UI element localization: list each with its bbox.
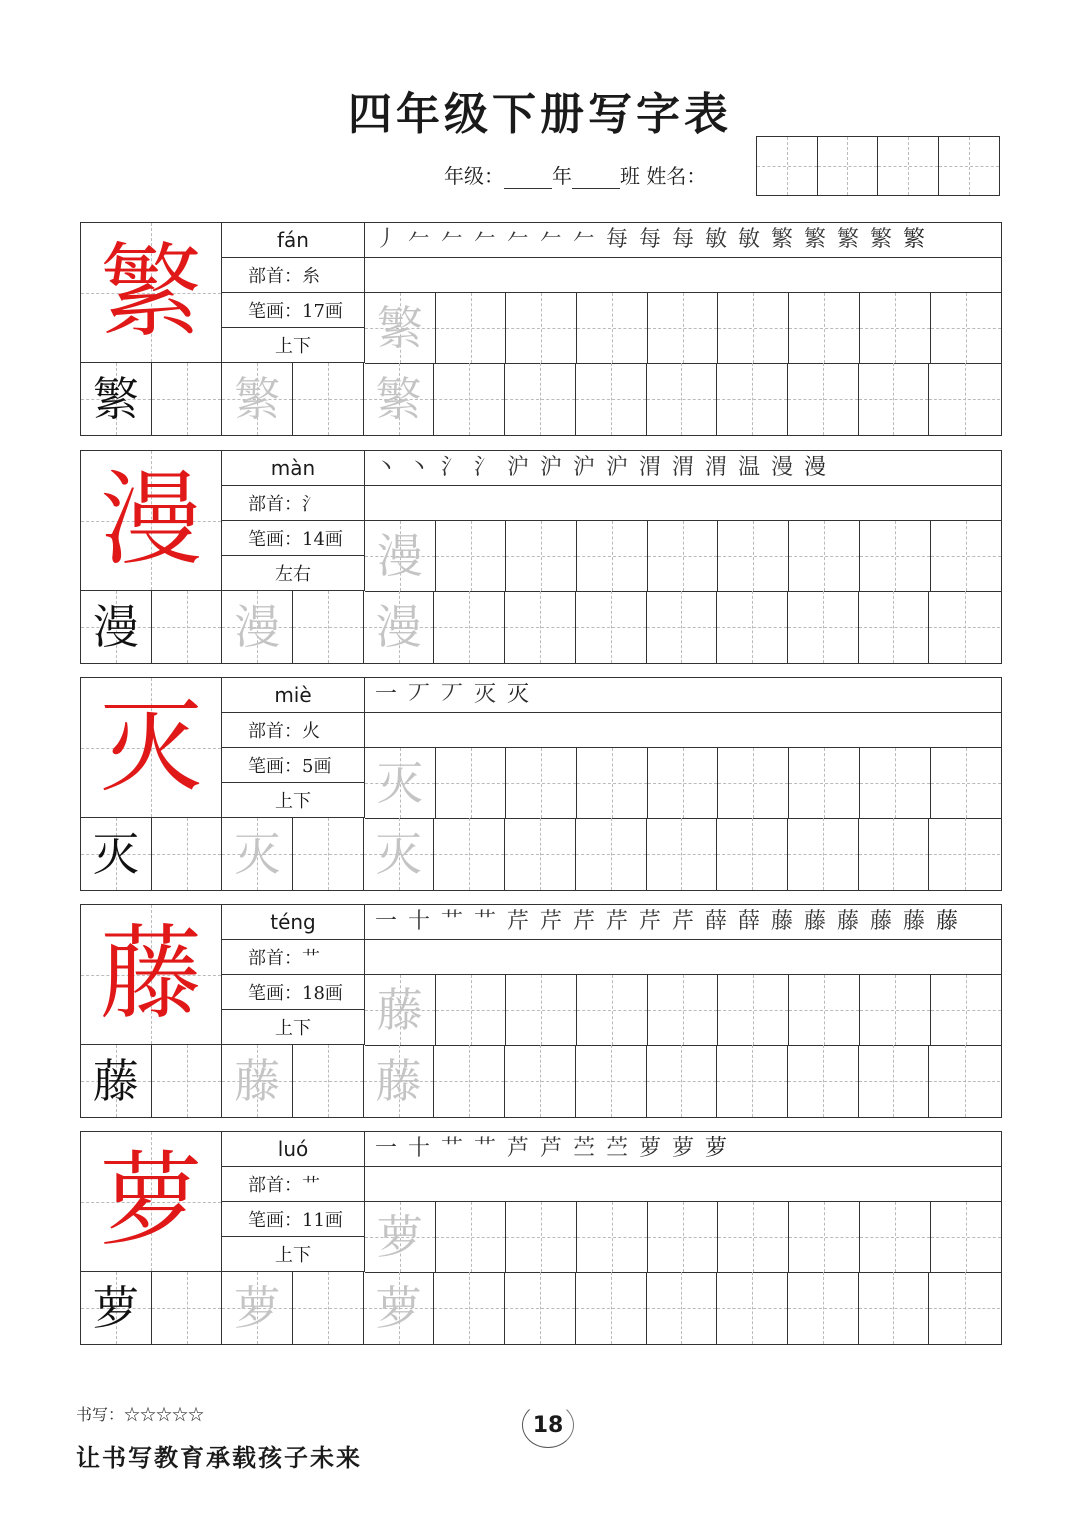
practice-cell[interactable]: [222, 1045, 293, 1117]
stroke-step: 藤: [836, 909, 859, 934]
practice-cell[interactable]: [648, 1202, 719, 1272]
structure: 左右: [222, 556, 365, 591]
practice-row: [81, 363, 1001, 435]
practice-cell[interactable]: [647, 1045, 718, 1117]
model-char: 灭: [100, 687, 202, 807]
model-char: 繁: [100, 232, 202, 352]
practice-cell[interactable]: [152, 1272, 223, 1344]
char-info: [222, 1132, 365, 1272]
practice-cell[interactable]: [222, 591, 293, 663]
practice-cell[interactable]: [788, 1272, 859, 1344]
name-label: 姓名：: [646, 164, 707, 188]
slogan: 让书写教育承载孩子未来: [76, 1443, 362, 1472]
stroke-step: 𠂉: [506, 227, 529, 252]
stroke-step: 芹: [605, 909, 628, 934]
practice-cell[interactable]: [647, 363, 718, 435]
trace-char: 灭: [375, 827, 422, 881]
stroke-step: 丶: [407, 455, 430, 480]
practice-cell[interactable]: [505, 1045, 576, 1117]
practice-cell[interactable]: [436, 975, 507, 1045]
name-box[interactable]: [818, 137, 879, 195]
stroke-count: 笔画：5画: [222, 748, 365, 783]
stroke-step: 每: [638, 227, 661, 252]
practice-cell[interactable]: [929, 818, 1000, 890]
practice-cell[interactable]: [293, 818, 364, 890]
structure: 上下: [222, 1237, 365, 1272]
stroke-count: 笔画：18画: [222, 975, 365, 1010]
sample-char: 藤: [92, 1054, 139, 1108]
practice-cell[interactable]: [859, 591, 930, 663]
stroke-step: 艹: [473, 909, 496, 934]
practice-cell[interactable]: [931, 1202, 1002, 1272]
practice-cell[interactable]: [506, 1202, 577, 1272]
practice-cell[interactable]: [81, 1045, 152, 1117]
stroke-step: 敏: [704, 227, 727, 252]
practice-row: [365, 975, 1001, 1046]
char-info: [222, 905, 365, 1045]
practice-cell[interactable]: [434, 363, 505, 435]
stroke-step: 氵: [473, 455, 496, 480]
practice-cell[interactable]: [364, 363, 435, 435]
practice-cell[interactable]: [859, 1272, 930, 1344]
practice-cell[interactable]: [152, 818, 223, 890]
stroke-step: 繁: [869, 227, 892, 252]
practice-cell[interactable]: [434, 1045, 505, 1117]
trace-char: 藤: [376, 983, 423, 1037]
stroke-step: 𠂉: [572, 227, 595, 252]
practice-cell[interactable]: [789, 975, 860, 1045]
trace-char: 萝: [376, 1210, 423, 1264]
year-blank[interactable]: [504, 168, 552, 189]
stroke-step: 沪: [506, 455, 529, 480]
pinyin: luó: [222, 1132, 365, 1167]
stroke-step: 萝: [671, 1136, 694, 1161]
char-info: [222, 223, 365, 363]
model-char: 萝: [100, 1141, 202, 1261]
stroke-step: 萝: [638, 1136, 661, 1161]
stroke-count: 笔画：11画: [222, 1202, 365, 1237]
practice-cell[interactable]: [718, 1202, 789, 1272]
character-card: [80, 222, 1002, 436]
class-suffix: 班: [620, 164, 640, 188]
stroke-step: 芦: [539, 1136, 562, 1161]
blank-row[interactable]: [365, 940, 1001, 975]
practice-cell[interactable]: [293, 1272, 364, 1344]
rating-label: 书写：☆☆☆☆☆: [76, 1405, 205, 1424]
stroke-step: 繁: [770, 227, 793, 252]
practice-cell[interactable]: [152, 591, 223, 663]
practice-cell[interactable]: [576, 363, 647, 435]
practice-cell[interactable]: [929, 363, 1000, 435]
practice-cell[interactable]: [434, 818, 505, 890]
model-char-cell: [81, 451, 222, 591]
stroke-step: 𠂉: [473, 227, 496, 252]
stroke-step: 丶: [374, 455, 397, 480]
practice-cell[interactable]: [648, 293, 719, 363]
trace-char: 繁: [234, 372, 281, 426]
stroke-step: 敏: [737, 227, 760, 252]
practice-cell[interactable]: [436, 748, 507, 818]
blank-row[interactable]: [365, 1167, 1001, 1202]
practice-row: [365, 293, 1001, 364]
pinyin: màn: [222, 451, 365, 486]
practice-cell[interactable]: [647, 818, 718, 890]
radical: 部首：火: [222, 713, 365, 748]
practice-row: [365, 748, 1001, 819]
practice-cell[interactable]: [506, 748, 577, 818]
char-info: [222, 678, 365, 818]
stroke-step: 𠂉: [440, 227, 463, 252]
practice-cell[interactable]: [293, 1045, 364, 1117]
practice-cell[interactable]: [789, 748, 860, 818]
practice-row: [365, 521, 1001, 592]
practice-cell[interactable]: [647, 591, 718, 663]
sample-char: 灭: [92, 827, 139, 881]
practice-cell[interactable]: [929, 591, 1000, 663]
page-number: 18: [522, 1402, 574, 1448]
stroke-order-row: [365, 223, 1001, 258]
practice-cell[interactable]: [81, 1272, 152, 1344]
structure: 上下: [222, 1010, 365, 1045]
pinyin: téng: [222, 905, 365, 940]
stroke-step: 芹: [539, 909, 562, 934]
practice-cell[interactable]: [365, 975, 436, 1045]
practice-cell[interactable]: [717, 591, 788, 663]
practice-cell[interactable]: [717, 1045, 788, 1117]
practice-row: [81, 1272, 1001, 1344]
stroke-step: 漫: [803, 455, 826, 480]
practice-cell[interactable]: [931, 975, 1002, 1045]
practice-cell[interactable]: [81, 591, 152, 663]
stroke-step: 一: [374, 682, 397, 707]
sample-char: 漫: [92, 600, 139, 654]
practice-cell[interactable]: [577, 1202, 648, 1272]
stroke-step: 一: [374, 909, 397, 934]
stroke-step: 渭: [671, 455, 694, 480]
practice-cell[interactable]: [718, 521, 789, 591]
stroke-step: 艹: [473, 1136, 496, 1161]
practice-cell[interactable]: [364, 818, 435, 890]
stroke-order-row: [365, 678, 1001, 713]
practice-cell[interactable]: [293, 363, 364, 435]
stroke-step: 苎: [572, 1136, 595, 1161]
character-card: [80, 450, 1002, 664]
pinyin: miè: [222, 678, 365, 713]
practice-cell[interactable]: [505, 1272, 576, 1344]
practice-cell[interactable]: [931, 748, 1002, 818]
pinyin: fán: [222, 223, 365, 258]
stroke-step: 十: [407, 909, 430, 934]
practice-cell[interactable]: [717, 818, 788, 890]
sample-char: 繁: [92, 372, 139, 426]
practice-cell[interactable]: [505, 591, 576, 663]
stroke-step: 繁: [803, 227, 826, 252]
stroke-step: 艹: [440, 1136, 463, 1161]
practice-cell[interactable]: [365, 521, 436, 591]
practice-cell[interactable]: [860, 293, 931, 363]
stroke-step: 灭: [473, 682, 496, 707]
stroke-step: 丿: [374, 227, 397, 252]
stroke-step: 萝: [704, 1136, 727, 1161]
trace-char: 萝: [375, 1281, 422, 1335]
grade-label: 年级：: [444, 164, 504, 188]
practice-cell[interactable]: [859, 363, 930, 435]
practice-cell[interactable]: [434, 591, 505, 663]
trace-char: 漫: [376, 529, 423, 583]
stroke-step: 苎: [605, 1136, 628, 1161]
practice-cell[interactable]: [436, 293, 507, 363]
practice-row: [81, 1045, 1001, 1117]
page-title: 四年级下册写字表: [348, 89, 732, 140]
trace-char: 萝: [234, 1281, 281, 1335]
sample-char: 萝: [92, 1281, 139, 1335]
stroke-step: 温: [737, 455, 760, 480]
practice-cell[interactable]: [929, 1045, 1000, 1117]
stroke-step: 每: [671, 227, 694, 252]
practice-cell[interactable]: [648, 521, 719, 591]
trace-char: 灭: [376, 756, 423, 810]
trace-char: 藤: [234, 1054, 281, 1108]
stroke-step: 渭: [704, 455, 727, 480]
blank-row[interactable]: [365, 713, 1001, 748]
stroke-step: 漫: [770, 455, 793, 480]
student-info-line: [444, 160, 706, 189]
practice-cell[interactable]: [365, 293, 436, 363]
stroke-step: 艹: [440, 909, 463, 934]
practice-cell[interactable]: [789, 293, 860, 363]
practice-row: [365, 1202, 1001, 1273]
practice-cell[interactable]: [788, 363, 859, 435]
practice-cell[interactable]: [789, 521, 860, 591]
stroke-count: 笔画：14画: [222, 521, 365, 556]
stroke-step: 芹: [671, 909, 694, 934]
stroke-step: 繁: [902, 227, 925, 252]
practice-row: [81, 591, 1001, 663]
trace-char: 繁: [376, 301, 423, 355]
model-char-cell: [81, 905, 222, 1045]
stroke-step: 氵: [440, 455, 463, 480]
practice-cell[interactable]: [718, 748, 789, 818]
practice-cell[interactable]: [931, 521, 1002, 591]
class-blank[interactable]: [572, 168, 620, 189]
structure: 上下: [222, 783, 365, 818]
practice-cell[interactable]: [789, 1202, 860, 1272]
stroke-step: 薛: [737, 909, 760, 934]
radical: 部首：艹: [222, 940, 365, 975]
practice-cell[interactable]: [152, 1045, 223, 1117]
practice-cell[interactable]: [81, 818, 152, 890]
practice-cell[interactable]: [505, 363, 576, 435]
practice-cell[interactable]: [859, 1045, 930, 1117]
practice-cell[interactable]: [788, 1045, 859, 1117]
practice-cell[interactable]: [436, 1202, 507, 1272]
practice-cell[interactable]: [648, 975, 719, 1045]
stroke-step: 藤: [770, 909, 793, 934]
stroke-step: 𠂉: [407, 227, 430, 252]
practice-cell[interactable]: [506, 975, 577, 1045]
blank-row[interactable]: [365, 258, 1001, 293]
character-card: [80, 904, 1002, 1118]
radical: 部首：氵: [222, 486, 365, 521]
stroke-step: 沪: [539, 455, 562, 480]
stroke-step: 藤: [803, 909, 826, 934]
practice-cell[interactable]: [434, 1272, 505, 1344]
trace-char: 繁: [375, 372, 422, 426]
stroke-order-row: [365, 905, 1001, 940]
practice-cell[interactable]: [929, 1272, 1000, 1344]
practice-row: [81, 818, 1001, 890]
stroke-step: 渭: [638, 455, 661, 480]
stroke-step: 芹: [638, 909, 661, 934]
practice-cell[interactable]: [859, 818, 930, 890]
practice-cell[interactable]: [364, 1045, 435, 1117]
practice-cell[interactable]: [576, 1272, 647, 1344]
stroke-step: 丆: [407, 682, 430, 707]
practice-cell[interactable]: [717, 1272, 788, 1344]
practice-cell[interactable]: [718, 975, 789, 1045]
stroke-step: 藤: [935, 909, 958, 934]
stroke-step: 丆: [440, 682, 463, 707]
trace-char: 漫: [234, 600, 281, 654]
stroke-count: 笔画：17画: [222, 293, 365, 328]
practice-cell[interactable]: [860, 1202, 931, 1272]
radical: 部首：糸: [222, 258, 365, 293]
practice-cell[interactable]: [718, 293, 789, 363]
practice-cell[interactable]: [222, 363, 293, 435]
stroke-step: 𠂉: [539, 227, 562, 252]
model-char-cell: [81, 1132, 222, 1272]
character-card: [80, 677, 1002, 891]
structure: 上下: [222, 328, 365, 363]
stroke-step: 芹: [572, 909, 595, 934]
practice-cell[interactable]: [577, 975, 648, 1045]
model-char: 漫: [100, 460, 202, 580]
character-card: [80, 1131, 1002, 1345]
practice-cell[interactable]: [647, 1272, 718, 1344]
practice-cell[interactable]: [860, 521, 931, 591]
practice-cell[interactable]: [365, 748, 436, 818]
trace-char: 藤: [375, 1054, 422, 1108]
stroke-step: 沪: [572, 455, 595, 480]
practice-cell[interactable]: [81, 363, 152, 435]
practice-cell[interactable]: [505, 818, 576, 890]
practice-cell[interactable]: [788, 591, 859, 663]
stroke-order-row: [365, 451, 1001, 486]
practice-cell[interactable]: [293, 591, 364, 663]
practice-cell[interactable]: [152, 363, 223, 435]
practice-cell[interactable]: [364, 591, 435, 663]
practice-cell[interactable]: [436, 521, 507, 591]
trace-char: 灭: [234, 827, 281, 881]
radical: 部首：艹: [222, 1167, 365, 1202]
stroke-step: 芦: [506, 1136, 529, 1161]
practice-cell[interactable]: [931, 293, 1002, 363]
stroke-step: 芹: [506, 909, 529, 934]
blank-row[interactable]: [365, 486, 1001, 521]
name-box[interactable]: [757, 137, 818, 195]
stroke-step: 灭: [506, 682, 529, 707]
practice-cell[interactable]: [222, 818, 293, 890]
stroke-step: 藤: [902, 909, 925, 934]
stroke-step: 十: [407, 1136, 430, 1161]
practice-cell[interactable]: [860, 975, 931, 1045]
practice-cell[interactable]: [576, 591, 647, 663]
practice-cell[interactable]: [717, 363, 788, 435]
name-box[interactable]: [878, 137, 939, 195]
practice-cell[interactable]: [788, 818, 859, 890]
practice-cell[interactable]: [365, 1202, 436, 1272]
name-box[interactable]: [939, 137, 1000, 195]
practice-cell[interactable]: [506, 293, 577, 363]
trace-char: 漫: [375, 600, 422, 654]
practice-cell[interactable]: [576, 1045, 647, 1117]
name-boxes[interactable]: [756, 136, 1000, 196]
char-info: [222, 451, 365, 591]
stroke-step: 沪: [605, 455, 628, 480]
stroke-step: 一: [374, 1136, 397, 1161]
practice-cell[interactable]: [577, 521, 648, 591]
stroke-step: 薛: [704, 909, 727, 934]
practice-cell[interactable]: [506, 521, 577, 591]
practice-cell[interactable]: [364, 1272, 435, 1344]
model-char: 藤: [100, 914, 202, 1034]
practice-cell[interactable]: [577, 748, 648, 818]
practice-cell[interactable]: [222, 1272, 293, 1344]
stroke-step: 藤: [869, 909, 892, 934]
practice-cell[interactable]: [648, 748, 719, 818]
stroke-order-row: [365, 1132, 1001, 1167]
stroke-step: 每: [605, 227, 628, 252]
model-char-cell: [81, 223, 222, 363]
stroke-step: 繁: [836, 227, 859, 252]
practice-cell[interactable]: [576, 818, 647, 890]
practice-cell[interactable]: [577, 293, 648, 363]
practice-cell[interactable]: [860, 748, 931, 818]
model-char-cell: [81, 678, 222, 818]
year-suffix: 年: [552, 164, 572, 188]
